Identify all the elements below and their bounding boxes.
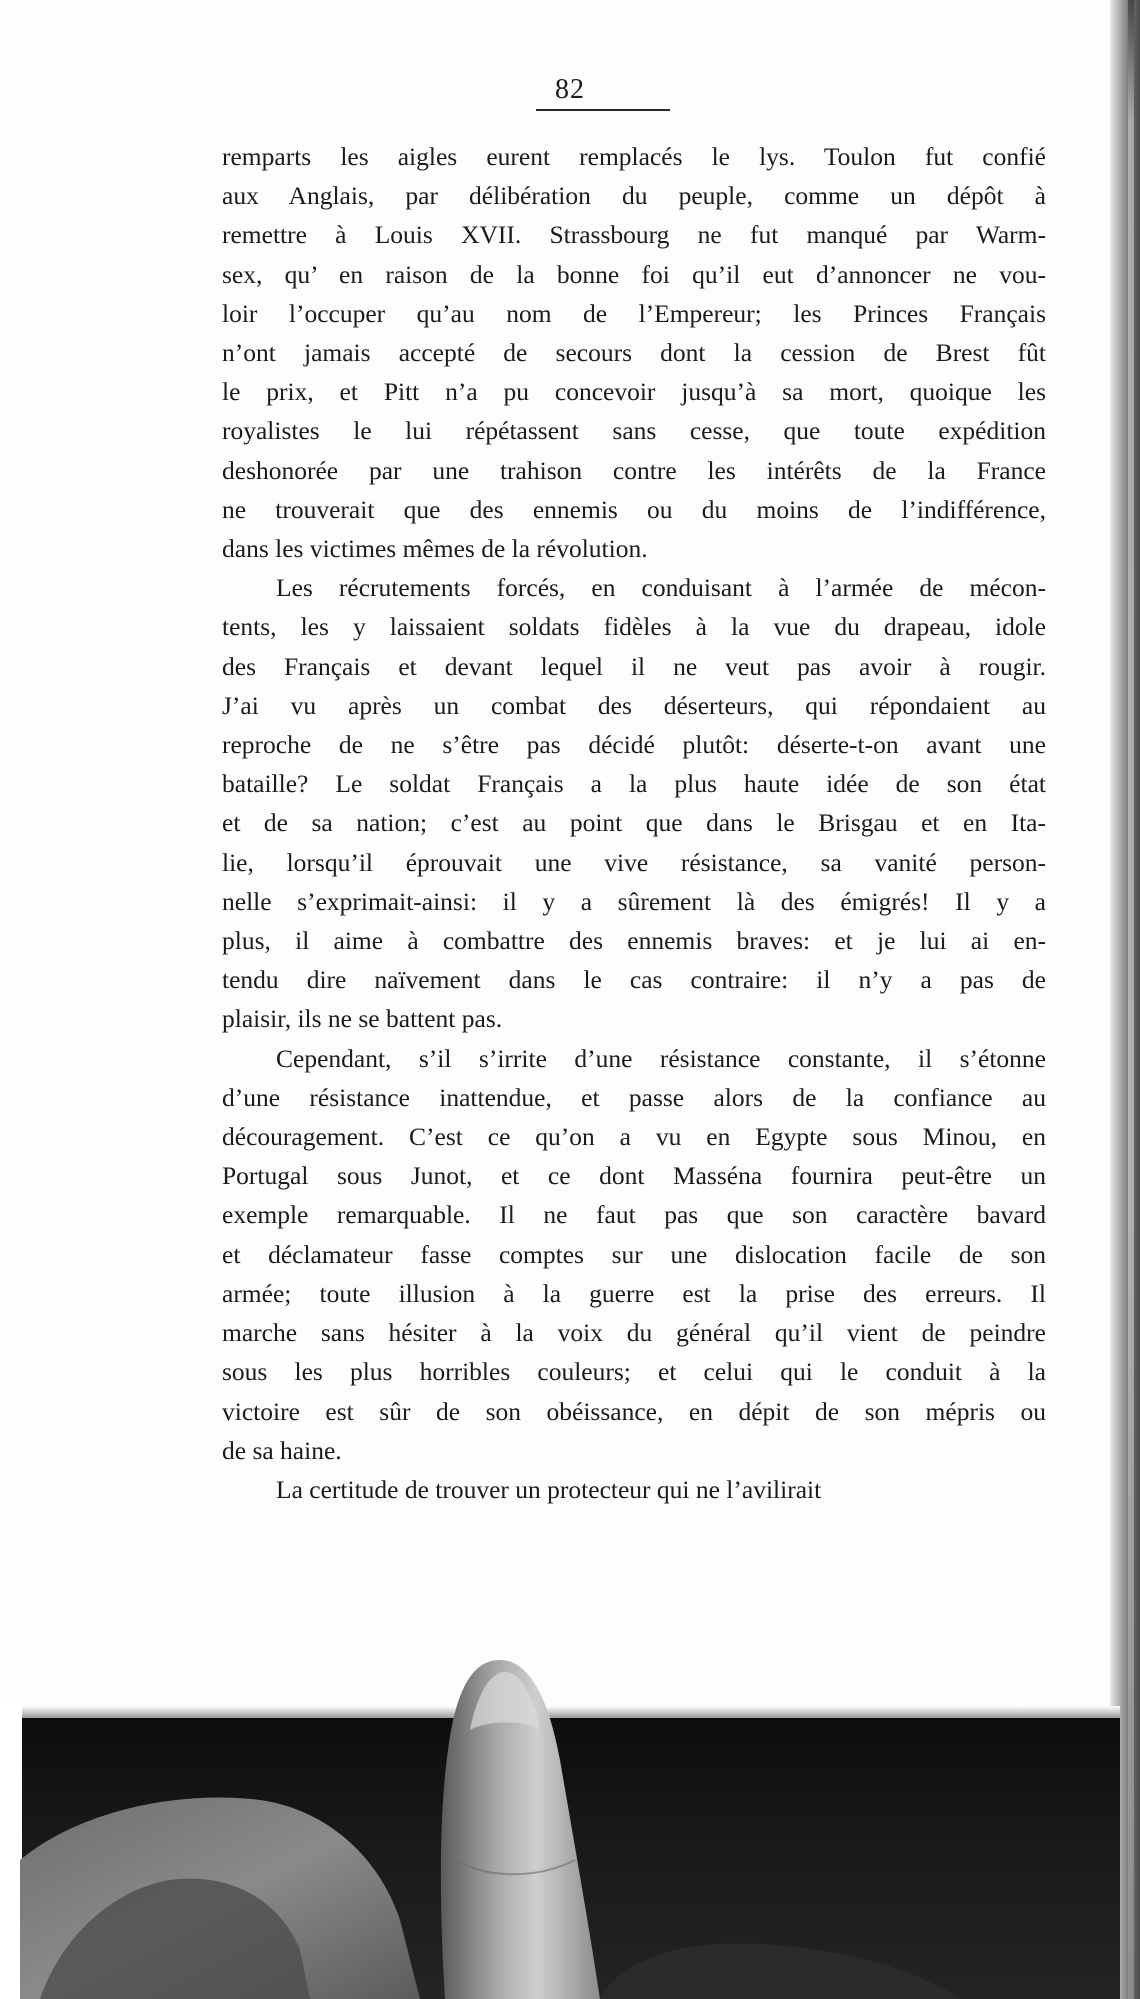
text-line: Cependant, s’il s’irrite d’une résistance constante, il s’étonne: [276, 1043, 1046, 1073]
text-line: bataille? Le soldat Français a la plus haute idée de son état: [222, 769, 1046, 799]
text-line: Les récrutements forcés, en conduisant à l’armée de mécon-: [276, 573, 1046, 603]
text-line: loir l’occuper qu’au nom de l’Empereur; les Princes Français: [222, 298, 1046, 328]
text-line: de sa haine.: [222, 1435, 342, 1465]
text-line: tendu dire naïvement dans le cas contraire: il n’y a pas de: [222, 965, 1046, 995]
text-line: marche sans hésiter à la voix du général qu’il vient de peindre: [222, 1318, 1046, 1348]
text-line: reproche de ne s’être pas décidé plutôt: déserte-t-on avant une: [222, 730, 1046, 760]
thumb-holding-page: [0, 1560, 1140, 1999]
text-line: J’ai vu après un combat des déserteurs, qui répondaient au: [222, 690, 1046, 720]
text-line: tents, les y laissaient soldats fidèles à la vue du drapeau, idole: [222, 612, 1046, 642]
text-line: deshonorée par une trahison contre les intérêts de la France: [222, 455, 1046, 485]
text-line: et déclamateur fasse comptes sur une dislocation facile de son: [222, 1239, 1046, 1269]
body-text: [222, 137, 1046, 1509]
text-line: dans les victimes mêmes de la révolution.: [222, 534, 648, 564]
text-line: aux Anglais, par délibération du peuple, comme un dépôt à: [222, 181, 1046, 211]
text-line: plus, il aime à combattre des ennemis braves: et je lui ai en-: [222, 926, 1046, 956]
text-line: victoire est sûr de son obéissance, en dépit de son mépris ou: [222, 1396, 1046, 1426]
page-number: 82: [555, 74, 585, 105]
text-line: sous les plus horribles couleurs; et celui qui le conduit à la: [222, 1357, 1046, 1387]
text-line: nelle s’exprimait-ainsi: il y a sûrement là des émigrés! Il y a: [222, 886, 1046, 916]
text-line: n’ont jamais accepté de secours dont la cession de Brest fût: [222, 338, 1046, 368]
page-number-rule: [536, 109, 670, 111]
text-line: Portugal sous Junot, et ce dont Masséna fournira peut-être un: [222, 1161, 1046, 1191]
text-line: sex, qu’ en raison de la bonne foi qu’il eut d’annoncer ne vou-: [222, 259, 1046, 289]
text-line: royalistes le lui répétassent sans cesse, que toute expédition: [222, 416, 1046, 446]
text-line: d’une résistance inattendue, et passe alors de la confiance au: [222, 1082, 1046, 1112]
text-line: plaisir, ils ne se battent pas.: [222, 1004, 503, 1034]
text-line: des Français et devant lequel il ne veut pas avoir à rougir.: [222, 651, 1046, 681]
text-line: exemple remarquable. Il ne faut pas que son caractère bavard: [222, 1200, 1046, 1230]
text-line: découragement. C’est ce qu’on a vu en Egypte sous Minou, en: [222, 1122, 1046, 1152]
text-line: et de sa nation; c’est au point que dans le Brisgau et en Ita-: [222, 808, 1046, 838]
text-line: le prix, et Pitt n’a pu concevoir jusqu’à sa mort, quoique les: [222, 377, 1046, 407]
text-line: armée; toute illusion à la guerre est la prise des erreurs. Il: [222, 1278, 1046, 1308]
text-line: lie, lorsqu’il éprouvait une vive résistance, sa vanité person-: [222, 847, 1046, 877]
text-line: ne trouverait que des ennemis ou du moins de l’indifférence,: [222, 494, 1046, 524]
text-line: remparts les aigles eurent remplacés le lys. Toulon fut confié: [222, 142, 1046, 171]
second-finger-shape: [600, 1943, 960, 1999]
text-line: remettre à Louis XVII. Strassbourg ne fut manqué par Warm-: [222, 220, 1046, 250]
text-line: La certitude de trouver un protecteur qui ne l’avilirait: [276, 1474, 822, 1504]
